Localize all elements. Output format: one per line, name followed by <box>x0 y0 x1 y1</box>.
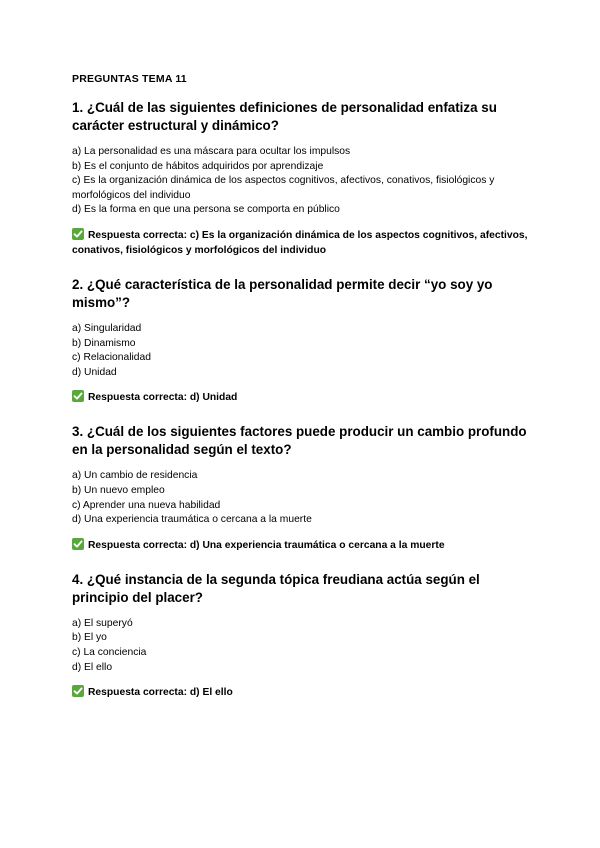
question-4 <box>72 571 532 700</box>
option-a: a) La personalidad es una máscara para ocultar los impulsos <box>72 146 351 157</box>
answer-text: Respuesta correcta: d) Una experiencia traumática o cercana a la muerte <box>88 539 445 551</box>
check-mark-icon <box>72 228 84 240</box>
question-heading: 2. ¿Qué característica de la personalidad permite decir “yo soy yo mismo”? <box>72 276 493 310</box>
question-heading: 1. ¿Cuál de las siguientes definiciones de personalidad enfatiza su carácter estructural y dinámico? <box>72 100 497 133</box>
option-c: c) Relacionalidad <box>72 352 151 364</box>
option-d: d) Es la forma en que una persona se comporta en público <box>72 204 340 216</box>
option-a: a) Singularidad <box>72 322 142 334</box>
question-3 <box>72 423 532 552</box>
question-1 <box>72 99 532 258</box>
option-b: b) Un nuevo empleo <box>72 484 165 496</box>
option-b: b) Es el conjunto de hábitos adquiridos por aprendizaje <box>72 160 324 172</box>
options-list <box>72 617 532 675</box>
option-d: d) Unidad <box>72 366 117 378</box>
option-a: a) El superyó <box>72 617 133 629</box>
answer-text: Respuesta correcta: d) El ello <box>88 687 233 699</box>
options-list <box>72 145 532 218</box>
document-title: PREGUNTAS TEMA 11 <box>72 73 187 85</box>
answer-text: Respuesta correcta: d) Unidad <box>88 392 238 404</box>
option-a: a) Un cambio de residencia <box>72 470 198 482</box>
answer-text: Respuesta correcta: c) Es la organización dinámica de los aspectos cognitivos, afectivos, conativos, fisiológicos y morfológicos del individuo <box>72 229 528 256</box>
option-b: b) Dinamismo <box>72 337 136 349</box>
option-d: d) El ello <box>72 661 113 673</box>
correct-answer <box>72 228 532 258</box>
question-heading: 3. ¿Cuál de los siguientes factores puede producir un cambio profundo en la personalidad según el texto? <box>72 424 527 458</box>
check-mark-icon <box>72 390 84 402</box>
option-c: c) La conciencia <box>72 646 147 658</box>
options-list <box>72 469 532 527</box>
question-heading: 4. ¿Qué instancia de la segunda tópica freudiana actúa según el principio del placer? <box>72 571 480 605</box>
options-list <box>72 322 532 380</box>
check-mark-icon <box>72 685 84 697</box>
document-page <box>72 72 532 718</box>
correct-answer <box>72 538 532 553</box>
option-b: b) El yo <box>72 632 107 644</box>
question-2 <box>72 276 532 405</box>
correct-answer <box>72 685 532 700</box>
correct-answer <box>72 390 532 405</box>
check-mark-icon <box>72 538 84 550</box>
option-d: d) Una experiencia traumática o cercana a la muerte <box>72 514 312 526</box>
option-c: c) Aprender una nueva habilidad <box>72 499 221 511</box>
option-c: c) Es la organización dinámica de los aspectos cognitivos, afectivos, conativos, fisiológicos y morfológicos del individuo <box>72 175 495 201</box>
